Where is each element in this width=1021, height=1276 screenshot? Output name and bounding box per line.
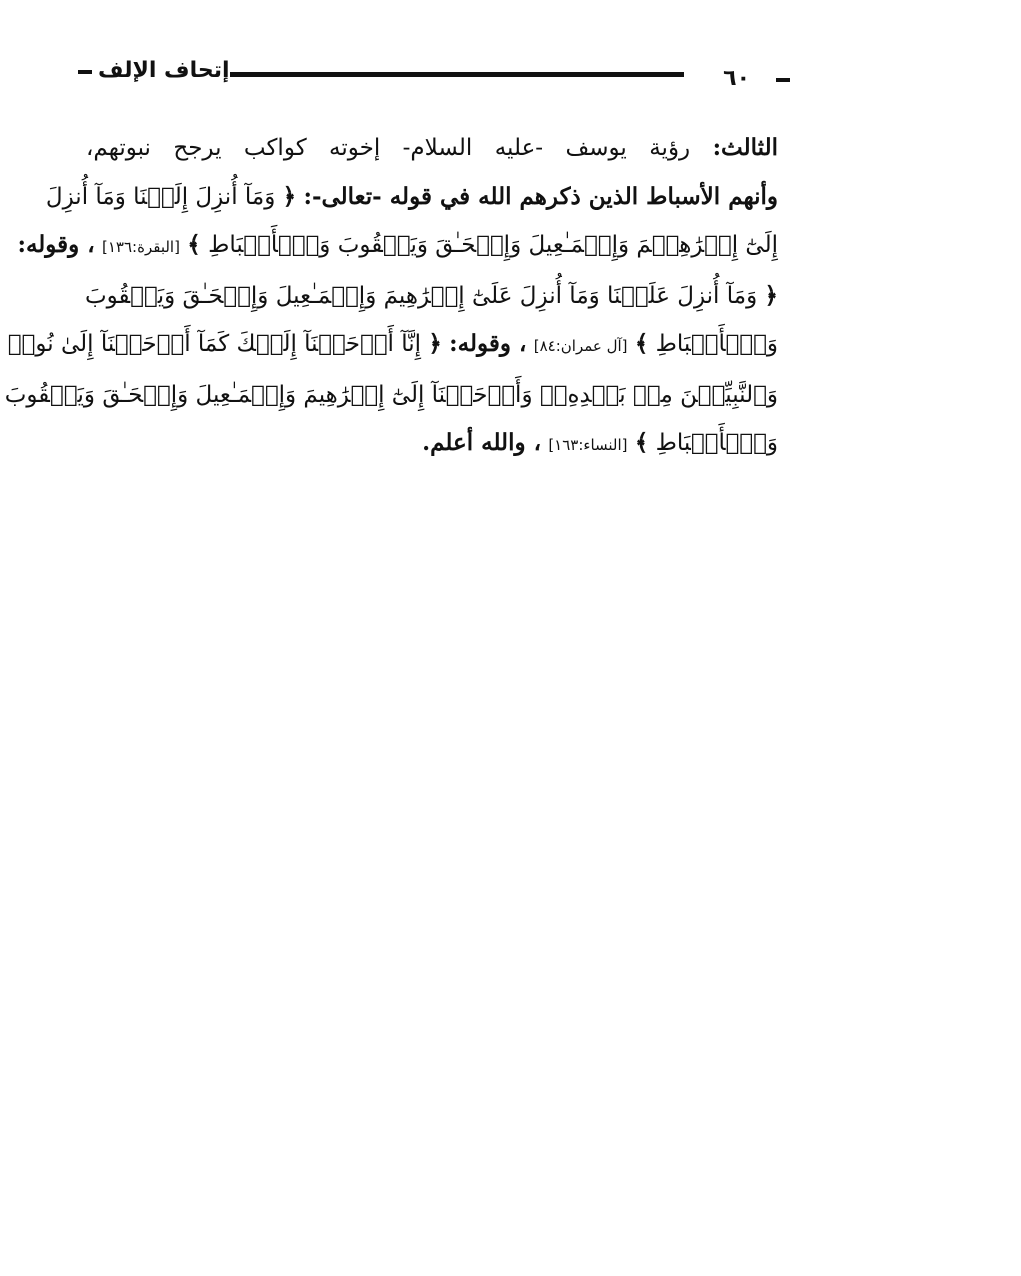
verse-reference: [النساء:١٦٣] bbox=[548, 436, 628, 454]
text-line-7 bbox=[86, 419, 778, 470]
text-line-2 bbox=[45, 173, 778, 222]
running-header bbox=[78, 56, 790, 100]
quran-verse: وَٱلۡأَسۡبَاطِ bbox=[655, 430, 778, 456]
text-line-6 bbox=[4, 371, 778, 420]
quran-verse: إِلَىٰٓ إِبۡرَٰهِـۧمَ وَإِسۡمَـٰعِيلَ وَإِسۡحَـٰقَ وَيَعۡقُوبَ وَٱلۡأَسۡبَاطِ bbox=[208, 232, 778, 258]
page-number: ٦٠ bbox=[723, 66, 750, 91]
point-label: الثالث: bbox=[712, 134, 778, 161]
header-dash-left bbox=[78, 70, 92, 74]
verse-close-bracket: ﴾ bbox=[634, 430, 649, 456]
verse-reference: [آل عمران:٨٤] bbox=[533, 337, 628, 355]
header-dash-right bbox=[776, 78, 790, 82]
line-text: رؤية يوسف -عليه السلام- إخوته كواكب يرجح نبوتهم، bbox=[86, 135, 691, 161]
main-paragraph bbox=[4, 124, 778, 470]
line-text: ، وقوله: bbox=[17, 231, 95, 258]
verse-open-bracket: ﴿ bbox=[282, 183, 297, 210]
header-rule bbox=[230, 72, 684, 77]
verse-close-bracket: ﴾ bbox=[187, 232, 201, 258]
quran-verse: وَٱلۡأَسۡبَاطِ bbox=[655, 331, 778, 357]
line-text: ، وقوله: bbox=[449, 330, 527, 357]
verse-open-bracket: ﴿ bbox=[764, 282, 778, 309]
verse-open-bracket: ﴿ bbox=[428, 331, 442, 357]
book-title: إتحاف الإلف bbox=[98, 58, 230, 83]
verse-close-bracket: ﴾ bbox=[634, 331, 649, 357]
text-line-4 bbox=[86, 272, 778, 321]
quran-verse: وَمَآ أُنزِلَ إِلَيۡنَا وَمَآ أُنزِلَ bbox=[45, 183, 276, 210]
text-line-1 bbox=[86, 124, 778, 173]
quran-verse: وَٱلنَّبِيِّـۧنَ مِنۢ بَعۡدِهِۦۚ وَأَوۡحَيۡنَآ إِلَىٰٓ إِبۡرَٰهِيمَ وَإِسۡمَـٰعِيلَ وَإِسۡحَـٰقَ وَيَعۡقُوبَ bbox=[4, 381, 778, 408]
verse-reference: [البقرة:١٣٦] bbox=[102, 238, 180, 256]
line-text: وأنهم الأسباط الذين ذكرهم الله في قوله -تعالى-: bbox=[303, 182, 778, 210]
quran-verse: وَمَآ أُنزِلَ عَلَيۡنَا وَمَآ أُنزِلَ عَلَىٰٓ إِبۡرَٰهِيمَ وَإِسۡمَـٰعِيلَ وَإِسۡحَـٰقَ وَيَعۡقُوبَ bbox=[84, 282, 758, 309]
line-text: ، والله أعلم. bbox=[422, 429, 541, 456]
quran-verse: إِنَّآ أَوۡحَيۡنَآ إِلَيۡكَ كَمَآ أَوۡحَيۡنَآ إِلَىٰ نُوحٖ bbox=[7, 331, 422, 357]
text-line-5 bbox=[7, 320, 778, 371]
text-line-3 bbox=[17, 221, 778, 272]
